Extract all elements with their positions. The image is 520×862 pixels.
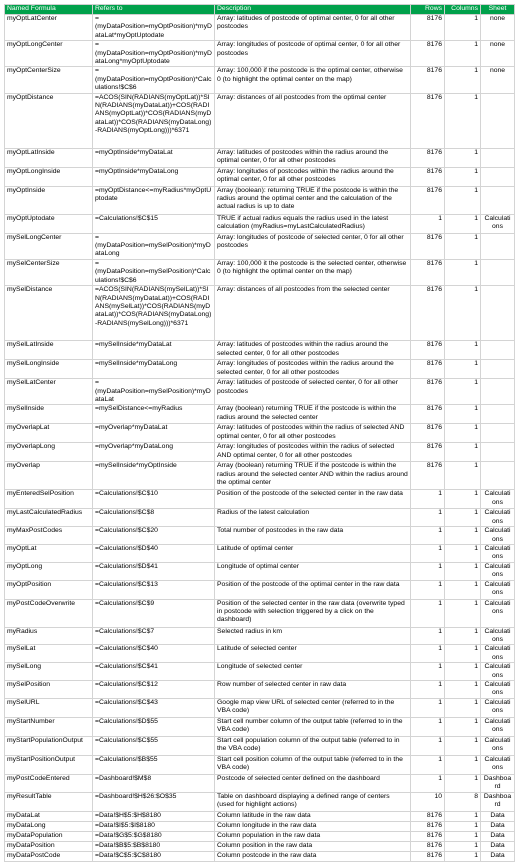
cell-named-formula[interactable]: myOptLong bbox=[5, 562, 93, 580]
cell-named-formula[interactable]: myStartPopulationOutput bbox=[5, 736, 93, 755]
cell-description[interactable]: Selected radius in km bbox=[215, 627, 411, 645]
cell-refers-to[interactable]: =Calculations!$C$13 bbox=[93, 580, 215, 599]
cell-columns[interactable]: 1 bbox=[445, 148, 481, 167]
cell-description[interactable]: Array: latitudes of postcode of selected center, 0 for all other postcodes bbox=[215, 379, 411, 405]
cell-named-formula[interactable]: myDataLat bbox=[5, 811, 93, 821]
cell-description[interactable]: Array: distances of all postcodes from the selected center bbox=[215, 286, 411, 341]
cell-sheet[interactable]: Calculations bbox=[481, 681, 515, 699]
cell-sheet[interactable]: none bbox=[481, 41, 515, 67]
cell-columns[interactable]: 1 bbox=[445, 214, 481, 233]
cell-columns[interactable]: 1 bbox=[445, 490, 481, 509]
cell-description[interactable]: Array: 100,000 if the postcode is the optimal center, otherwise 0 (to highlight the optimal center on the map) bbox=[215, 67, 411, 93]
cell-description[interactable]: Total number of postcodes in the raw data bbox=[215, 527, 411, 545]
cell-columns[interactable]: 1 bbox=[445, 599, 481, 627]
cell-columns[interactable]: 1 bbox=[445, 717, 481, 736]
cell-columns[interactable]: 1 bbox=[445, 462, 481, 490]
table-row bbox=[5, 490, 515, 509]
cell-description[interactable]: Start cell position column of the output table (referred to in the VBA code) bbox=[215, 755, 411, 774]
cell-sheet[interactable] bbox=[481, 259, 515, 285]
cell-sheet[interactable]: Dashboard bbox=[481, 774, 515, 792]
cell-refers-to[interactable]: =(myDataPosition=myOptPosition)*myDataLong*myOptUptodate bbox=[93, 41, 215, 67]
cell-sheet[interactable]: Data bbox=[481, 821, 515, 831]
cell-sheet[interactable] bbox=[481, 167, 515, 186]
cell-rows[interactable]: 1 bbox=[411, 717, 445, 736]
cell-columns[interactable]: 1 bbox=[445, 443, 481, 462]
cell-rows[interactable]: 8176 bbox=[411, 186, 445, 214]
cell-sheet[interactable]: Calculations bbox=[481, 627, 515, 645]
cell-columns[interactable]: 1 bbox=[445, 663, 481, 681]
table-row bbox=[5, 509, 515, 527]
table-row bbox=[5, 462, 515, 490]
cell-named-formula[interactable]: myDataPopulation bbox=[5, 831, 93, 841]
table-row bbox=[5, 755, 515, 774]
cell-rows[interactable]: 1 bbox=[411, 698, 445, 717]
cell-rows[interactable]: 1 bbox=[411, 214, 445, 233]
cell-description[interactable]: Column postcode in the raw data bbox=[215, 851, 411, 861]
cell-named-formula[interactable]: myPostCodeEntered bbox=[5, 774, 93, 792]
cell-named-formula[interactable]: myOptUptodate bbox=[5, 214, 93, 233]
cell-rows[interactable]: 1 bbox=[411, 580, 445, 599]
table-row bbox=[5, 580, 515, 599]
cell-columns[interactable]: 8 bbox=[445, 792, 481, 811]
table-row bbox=[5, 259, 515, 285]
table-row bbox=[5, 148, 515, 167]
cell-columns[interactable]: 1 bbox=[445, 627, 481, 645]
cell-named-formula[interactable]: myPostCodeOverwrite bbox=[5, 599, 93, 627]
cell-description[interactable]: Array: longitudes of postcode of selected center, 0 for all other postcodes bbox=[215, 233, 411, 259]
cell-description[interactable]: Array: longitudes of postcodes within the radius of selected AND optimal center, 0 for all other postcodes bbox=[215, 443, 411, 462]
cell-columns[interactable]: 1 bbox=[445, 681, 481, 699]
cell-rows[interactable]: 8176 bbox=[411, 821, 445, 831]
table-row bbox=[5, 379, 515, 405]
cell-description[interactable]: Array: longitudes of postcode of optimal center, 0 for all other postcodes bbox=[215, 41, 411, 67]
table-row bbox=[5, 841, 515, 851]
cell-rows[interactable]: 8176 bbox=[411, 67, 445, 93]
cell-sheet[interactable]: Calculations bbox=[481, 562, 515, 580]
cell-rows[interactable]: 1 bbox=[411, 599, 445, 627]
cell-columns[interactable]: 1 bbox=[445, 379, 481, 405]
cell-description[interactable]: Array: latitudes of postcodes within the radius of selected AND optimal center, 0 for all other postcodes bbox=[215, 424, 411, 443]
cell-rows[interactable]: 1 bbox=[411, 663, 445, 681]
cell-sheet[interactable]: Data bbox=[481, 811, 515, 821]
cell-refers-to[interactable]: =Calculations!$D$41 bbox=[93, 562, 215, 580]
cell-refers-to[interactable]: =Calculations!$D$40 bbox=[93, 544, 215, 562]
cell-rows[interactable]: 8176 bbox=[411, 443, 445, 462]
cell-named-formula[interactable]: myResultTable bbox=[5, 792, 93, 811]
cell-columns[interactable]: 1 bbox=[445, 580, 481, 599]
cell-sheet[interactable] bbox=[481, 360, 515, 379]
cell-columns[interactable]: 1 bbox=[445, 167, 481, 186]
cell-description[interactable]: Start cell population column of the output table (referred to in the VBA code) bbox=[215, 736, 411, 755]
cell-description[interactable]: Postcode of selected center defined on the dashboard bbox=[215, 774, 411, 792]
cell-description[interactable]: Array (boolean) returning TRUE if the postcode is within the radius around the selected center AND within the radius around the optimal center bbox=[215, 462, 411, 490]
cell-refers-to[interactable]: =Calculations!$D$55 bbox=[93, 717, 215, 736]
table-row bbox=[5, 341, 515, 360]
cell-description[interactable]: Latitude of selected center bbox=[215, 645, 411, 663]
table-row bbox=[5, 811, 515, 821]
cell-description[interactable]: Google map view URL of selected center (referred to in the VBA code) bbox=[215, 698, 411, 717]
cell-rows[interactable]: 8176 bbox=[411, 841, 445, 851]
cell-refers-to[interactable]: =myOptDistance<=myRadius*myOptUptodate bbox=[93, 186, 215, 214]
table-row bbox=[5, 792, 515, 811]
cell-named-formula[interactable]: myOptCenterSize bbox=[5, 67, 93, 93]
cell-rows[interactable]: 1 bbox=[411, 490, 445, 509]
cell-columns[interactable]: 1 bbox=[445, 405, 481, 424]
cell-description[interactable]: Position of the postcode of the optimal center in the raw data bbox=[215, 580, 411, 599]
cell-sheet[interactable] bbox=[481, 148, 515, 167]
header-description: Description bbox=[215, 5, 411, 15]
cell-refers-to[interactable]: =Data!$C$5:$C$8180 bbox=[93, 851, 215, 861]
table-row bbox=[5, 717, 515, 736]
cell-description[interactable]: Column latitude in the raw data bbox=[215, 811, 411, 821]
cell-rows[interactable]: 8176 bbox=[411, 148, 445, 167]
cell-refers-to[interactable]: =(myDataPosition=myOptPosition)*myDataLat*myOptUptodate bbox=[93, 15, 215, 41]
cell-refers-to[interactable]: =myOptInside*myDataLong bbox=[93, 167, 215, 186]
table-row bbox=[5, 821, 515, 831]
cell-rows[interactable]: 8176 bbox=[411, 259, 445, 285]
cell-named-formula[interactable]: mySelLatInside bbox=[5, 341, 93, 360]
cell-refers-to[interactable]: =(myDataPosition=myOptPosition)*Calculations!$C$6 bbox=[93, 67, 215, 93]
table-row bbox=[5, 736, 515, 755]
cell-sheet[interactable] bbox=[481, 462, 515, 490]
cell-sheet[interactable] bbox=[481, 424, 515, 443]
table-row bbox=[5, 41, 515, 67]
cell-named-formula[interactable]: myOptLatCenter bbox=[5, 15, 93, 41]
cell-columns[interactable]: 1 bbox=[445, 259, 481, 285]
cell-named-formula[interactable]: mySelLongCenter bbox=[5, 233, 93, 259]
cell-named-formula[interactable]: mySelLongInside bbox=[5, 360, 93, 379]
header-row bbox=[5, 5, 515, 15]
cell-columns[interactable]: 1 bbox=[445, 15, 481, 41]
cell-refers-to[interactable]: =Calculations!$B$55 bbox=[93, 755, 215, 774]
table-row bbox=[5, 544, 515, 562]
cell-rows[interactable]: 1 bbox=[411, 645, 445, 663]
cell-named-formula[interactable]: myOverlapLong bbox=[5, 443, 93, 462]
cell-rows[interactable]: 1 bbox=[411, 681, 445, 699]
cell-rows[interactable]: 8176 bbox=[411, 286, 445, 341]
table-row bbox=[5, 93, 515, 148]
cell-rows[interactable]: 8176 bbox=[411, 93, 445, 148]
cell-rows[interactable]: 8176 bbox=[411, 851, 445, 861]
table-body bbox=[5, 15, 515, 862]
cell-refers-to[interactable]: =Data!$I$5:$I$8180 bbox=[93, 821, 215, 831]
cell-sheet[interactable]: none bbox=[481, 15, 515, 41]
table-row bbox=[5, 360, 515, 379]
cell-named-formula[interactable]: myOptLongCenter bbox=[5, 41, 93, 67]
cell-named-formula[interactable]: mySelLat bbox=[5, 645, 93, 663]
cell-refers-to[interactable]: =(myDataPosition=mySelPosition)*Calculations!$C$6 bbox=[93, 259, 215, 285]
named-formula-table bbox=[4, 4, 515, 862]
cell-columns[interactable]: 1 bbox=[445, 544, 481, 562]
cell-rows[interactable]: 1 bbox=[411, 544, 445, 562]
cell-columns[interactable]: 1 bbox=[445, 821, 481, 831]
cell-named-formula[interactable]: mySelLong bbox=[5, 663, 93, 681]
cell-description[interactable]: Array: longitudes of postcodes within the radius around the optimal center, 0 for all other postcodes bbox=[215, 167, 411, 186]
cell-columns[interactable]: 1 bbox=[445, 93, 481, 148]
cell-refers-to[interactable]: =Calculations!$C$43 bbox=[93, 698, 215, 717]
cell-rows[interactable]: 1 bbox=[411, 774, 445, 792]
table-row bbox=[5, 167, 515, 186]
cell-sheet[interactable]: Calculations bbox=[481, 599, 515, 627]
cell-refers-to[interactable]: =Dashboard!$M$8 bbox=[93, 774, 215, 792]
cell-refers-to[interactable]: =Calculations!$C$9 bbox=[93, 599, 215, 627]
cell-description[interactable]: Array: latitudes of postcode of optimal center, 0 for all other postcodes bbox=[215, 15, 411, 41]
cell-refers-to[interactable]: =Calculations!$C$8 bbox=[93, 509, 215, 527]
cell-named-formula[interactable]: myStartPositionOutput bbox=[5, 755, 93, 774]
cell-refers-to[interactable]: =Calculations!$C$10 bbox=[93, 490, 215, 509]
cell-sheet[interactable] bbox=[481, 405, 515, 424]
cell-named-formula[interactable]: myOptDistance bbox=[5, 93, 93, 148]
cell-refers-to[interactable]: =Data!$H$5:$H$8180 bbox=[93, 811, 215, 821]
cell-named-formula[interactable]: myOptLat bbox=[5, 544, 93, 562]
cell-refers-to[interactable]: =ACOS(SIN(RADIANS(myOptLat))*SIN(RADIANS(myDataLat))+COS(RADIANS(myOptLat))*COS(RADIANS(myDataLat))*COS(RADIANS(myDataLong)-RADIANS(myOptLong)))*6371 bbox=[93, 93, 215, 148]
cell-rows[interactable]: 1 bbox=[411, 562, 445, 580]
cell-columns[interactable]: 1 bbox=[445, 424, 481, 443]
cell-columns[interactable]: 1 bbox=[445, 562, 481, 580]
header-sheet: Sheet bbox=[481, 5, 515, 15]
cell-sheet[interactable]: Calculations bbox=[481, 214, 515, 233]
cell-rows[interactable]: 1 bbox=[411, 755, 445, 774]
table-row bbox=[5, 443, 515, 462]
cell-named-formula[interactable]: myOverlap bbox=[5, 462, 93, 490]
cell-sheet[interactable] bbox=[481, 233, 515, 259]
cell-sheet[interactable]: Calculations bbox=[481, 580, 515, 599]
table-row bbox=[5, 405, 515, 424]
cell-description[interactable]: Start cell number column of the output table (referred to in the VBA code) bbox=[215, 717, 411, 736]
header-named-formula: Named Formula bbox=[5, 5, 93, 15]
cell-sheet[interactable]: Calculations bbox=[481, 490, 515, 509]
cell-rows[interactable]: 10 bbox=[411, 792, 445, 811]
cell-named-formula[interactable]: myRadius bbox=[5, 627, 93, 645]
cell-description[interactable]: Position of the selected center in the raw data (overwrite typed in postcode with selection triggered by a click on the dashboard) bbox=[215, 599, 411, 627]
cell-refers-to[interactable]: =Data!$G$5:$G$8180 bbox=[93, 831, 215, 841]
cell-description[interactable]: Column position in the raw data bbox=[215, 841, 411, 851]
cell-named-formula[interactable]: mySelURL bbox=[5, 698, 93, 717]
cell-sheet[interactable]: Calculations bbox=[481, 527, 515, 545]
cell-columns[interactable]: 1 bbox=[445, 360, 481, 379]
cell-sheet[interactable] bbox=[481, 286, 515, 341]
cell-named-formula[interactable]: myDataPostCode bbox=[5, 851, 93, 861]
cell-description[interactable]: Column longitude in the raw data bbox=[215, 821, 411, 831]
cell-columns[interactable]: 1 bbox=[445, 755, 481, 774]
cell-description[interactable]: Column population in the raw data bbox=[215, 831, 411, 841]
table-row bbox=[5, 645, 515, 663]
cell-description[interactable]: Array: distances of all postcodes from the optimal center bbox=[215, 93, 411, 148]
cell-description[interactable]: Array (boolean): returning TRUE if the postcode is within the radius around the optimal center and the calculation of the actual radius is up to date bbox=[215, 186, 411, 214]
cell-description[interactable]: Position of the postcode of the selected center in the raw data bbox=[215, 490, 411, 509]
cell-description[interactable]: Array (boolean) returning TRUE if the postcode is within the radius around the selected center bbox=[215, 405, 411, 424]
cell-sheet[interactable] bbox=[481, 443, 515, 462]
cell-named-formula[interactable]: myOptLatInside bbox=[5, 148, 93, 167]
cell-columns[interactable]: 1 bbox=[445, 841, 481, 851]
cell-columns[interactable]: 1 bbox=[445, 67, 481, 93]
cell-named-formula[interactable]: myOverlapLat bbox=[5, 424, 93, 443]
cell-description[interactable]: TRUE if actual radius equals the radius used in the latest calculation (myRadius=myLastCalculatedRadius) bbox=[215, 214, 411, 233]
cell-sheet[interactable]: none bbox=[481, 67, 515, 93]
cell-rows[interactable]: 8176 bbox=[411, 405, 445, 424]
cell-refers-to[interactable]: =Calculations!$C$15 bbox=[93, 214, 215, 233]
cell-named-formula[interactable]: mySelCenterSize bbox=[5, 259, 93, 285]
cell-named-formula[interactable]: mySelDistance bbox=[5, 286, 93, 341]
cell-sheet[interactable] bbox=[481, 186, 515, 214]
cell-refers-to[interactable]: =(myDataPosition=mySelPosition)*myDataLat bbox=[93, 379, 215, 405]
cell-refers-to[interactable]: =Calculations!$C$55 bbox=[93, 736, 215, 755]
cell-refers-to[interactable]: =Calculations!$C$20 bbox=[93, 527, 215, 545]
table-row bbox=[5, 214, 515, 233]
cell-named-formula[interactable]: myStartNumber bbox=[5, 717, 93, 736]
cell-named-formula[interactable]: mySelPosition bbox=[5, 681, 93, 699]
header-refers-to: Refers to bbox=[93, 5, 215, 15]
cell-refers-to[interactable]: =Dashboard!$H$26:$O$35 bbox=[93, 792, 215, 811]
cell-description[interactable]: Radius of the latest calculation bbox=[215, 509, 411, 527]
cell-sheet[interactable] bbox=[481, 379, 515, 405]
cell-refers-to[interactable]: =Calculations!$C$40 bbox=[93, 645, 215, 663]
cell-columns[interactable]: 1 bbox=[445, 645, 481, 663]
cell-refers-to[interactable]: =mySelInside*myOptInside bbox=[93, 462, 215, 490]
cell-columns[interactable]: 1 bbox=[445, 831, 481, 841]
cell-rows[interactable]: 8176 bbox=[411, 15, 445, 41]
table-row bbox=[5, 67, 515, 93]
cell-named-formula[interactable]: myDataLong bbox=[5, 821, 93, 831]
cell-refers-to[interactable]: =mySelInside*myDataLat bbox=[93, 341, 215, 360]
cell-sheet[interactable]: Calculations bbox=[481, 509, 515, 527]
cell-rows[interactable]: 8176 bbox=[411, 167, 445, 186]
cell-sheet[interactable] bbox=[481, 93, 515, 148]
header-rows: Rows bbox=[411, 5, 445, 15]
table-row bbox=[5, 627, 515, 645]
cell-refers-to[interactable]: =mySelDistance<=myRadius bbox=[93, 405, 215, 424]
cell-columns[interactable]: 1 bbox=[445, 509, 481, 527]
cell-refers-to[interactable]: =Calculations!$C$12 bbox=[93, 681, 215, 699]
cell-columns[interactable]: 1 bbox=[445, 286, 481, 341]
cell-columns[interactable]: 1 bbox=[445, 851, 481, 861]
cell-sheet[interactable]: Calculations bbox=[481, 736, 515, 755]
table-row bbox=[5, 186, 515, 214]
cell-sheet[interactable]: Calculations bbox=[481, 544, 515, 562]
cell-rows[interactable]: 1 bbox=[411, 509, 445, 527]
cell-description[interactable]: Array: longitudes of postcodes within the radius around the selected center, 0 for all other postcodes bbox=[215, 360, 411, 379]
cell-columns[interactable]: 1 bbox=[445, 527, 481, 545]
table-row bbox=[5, 698, 515, 717]
cell-rows[interactable]: 8176 bbox=[411, 831, 445, 841]
cell-refers-to[interactable]: =myOverlap*myDataLong bbox=[93, 443, 215, 462]
table-row bbox=[5, 681, 515, 699]
table-row bbox=[5, 663, 515, 681]
cell-columns[interactable]: 1 bbox=[445, 233, 481, 259]
cell-sheet[interactable]: Data bbox=[481, 831, 515, 841]
cell-rows[interactable]: 8176 bbox=[411, 360, 445, 379]
cell-sheet[interactable]: Calculations bbox=[481, 645, 515, 663]
cell-description[interactable]: Array: 100,000 it the postcode is the selected center, otherwise 0 (to highlight the optimal center on the map) bbox=[215, 259, 411, 285]
cell-refers-to[interactable]: =(myDataPosition=mySelPosition)*myDataLong bbox=[93, 233, 215, 259]
table-row bbox=[5, 562, 515, 580]
cell-named-formula[interactable]: myLastCalculatedRadius bbox=[5, 509, 93, 527]
cell-named-formula[interactable]: mySelInside bbox=[5, 405, 93, 424]
cell-rows[interactable]: 8176 bbox=[411, 811, 445, 821]
cell-named-formula[interactable]: myOptPosition bbox=[5, 580, 93, 599]
cell-description[interactable]: Array: latitudes of postcodes within the radius around the optimal center, 0 for all other postcodes bbox=[215, 148, 411, 167]
table-row bbox=[5, 831, 515, 841]
named-formula-table-container bbox=[4, 4, 514, 862]
cell-rows[interactable]: 1 bbox=[411, 527, 445, 545]
cell-rows[interactable]: 8176 bbox=[411, 462, 445, 490]
cell-description[interactable]: Longitude of selected center bbox=[215, 663, 411, 681]
cell-named-formula[interactable]: myOptInside bbox=[5, 186, 93, 214]
cell-sheet[interactable]: Data bbox=[481, 851, 515, 861]
cell-refers-to[interactable]: =Calculations!$C$41 bbox=[93, 663, 215, 681]
cell-sheet[interactable]: Calculations bbox=[481, 663, 515, 681]
cell-description[interactable]: Latitude of optimal center bbox=[215, 544, 411, 562]
cell-named-formula[interactable]: myDataPosition bbox=[5, 841, 93, 851]
table-row bbox=[5, 527, 515, 545]
cell-sheet[interactable]: Dashboard bbox=[481, 792, 515, 811]
cell-refers-to[interactable]: =Data!$B$5:$B$8180 bbox=[93, 841, 215, 851]
cell-description[interactable]: Table on dashboard displaying a defined range of centers (used for highlight actions) bbox=[215, 792, 411, 811]
cell-rows[interactable]: 8176 bbox=[411, 424, 445, 443]
header-columns: Columns bbox=[445, 5, 481, 15]
cell-columns[interactable]: 1 bbox=[445, 341, 481, 360]
cell-columns[interactable]: 1 bbox=[445, 811, 481, 821]
table-row bbox=[5, 15, 515, 41]
cell-rows[interactable]: 1 bbox=[411, 627, 445, 645]
table-row bbox=[5, 774, 515, 792]
cell-columns[interactable]: 1 bbox=[445, 698, 481, 717]
cell-refers-to[interactable]: =mySelInside*myDataLong bbox=[93, 360, 215, 379]
table-row bbox=[5, 424, 515, 443]
cell-named-formula[interactable]: mySelLatCenter bbox=[5, 379, 93, 405]
cell-sheet[interactable] bbox=[481, 341, 515, 360]
cell-rows[interactable]: 8176 bbox=[411, 233, 445, 259]
table-row bbox=[5, 599, 515, 627]
cell-description[interactable]: Row number of selected center in raw data bbox=[215, 681, 411, 699]
cell-rows[interactable]: 8176 bbox=[411, 341, 445, 360]
cell-sheet[interactable]: Calculations bbox=[481, 698, 515, 717]
table-row bbox=[5, 233, 515, 259]
cell-sheet[interactable]: Calculations bbox=[481, 717, 515, 736]
table-row bbox=[5, 286, 515, 341]
cell-refers-to[interactable]: =myOverlap*myDataLat bbox=[93, 424, 215, 443]
cell-rows[interactable]: 8176 bbox=[411, 41, 445, 67]
cell-named-formula[interactable]: myEnteredSelPosition bbox=[5, 490, 93, 509]
cell-description[interactable]: Longitude of optimal center bbox=[215, 562, 411, 580]
cell-description[interactable]: Array: latitudes of postcodes within the radius around the selected center, 0 for all other postcodes bbox=[215, 341, 411, 360]
cell-sheet[interactable]: Data bbox=[481, 841, 515, 851]
table-row bbox=[5, 851, 515, 861]
cell-columns[interactable]: 1 bbox=[445, 186, 481, 214]
cell-refers-to[interactable]: =Calculations!$C$7 bbox=[93, 627, 215, 645]
cell-refers-to[interactable]: =myOptInside*myDataLat bbox=[93, 148, 215, 167]
cell-sheet[interactable]: Calculations bbox=[481, 755, 515, 774]
cell-refers-to[interactable]: =ACOS(SIN(RADIANS(mySelLat))*SIN(RADIANS(myDataLat))+COS(RADIANS(mySelLat))*COS(RADIANS(myDataLat))*COS(RADIANS(myDataLong)-RADIANS(mySelLong)))*6371 bbox=[93, 286, 215, 341]
cell-columns[interactable]: 1 bbox=[445, 41, 481, 67]
cell-named-formula[interactable]: myMaxPostCodes bbox=[5, 527, 93, 545]
cell-named-formula[interactable]: myOptLongInside bbox=[5, 167, 93, 186]
cell-rows[interactable]: 8176 bbox=[411, 379, 445, 405]
cell-columns[interactable]: 1 bbox=[445, 774, 481, 792]
cell-columns[interactable]: 1 bbox=[445, 736, 481, 755]
cell-rows[interactable]: 1 bbox=[411, 736, 445, 755]
